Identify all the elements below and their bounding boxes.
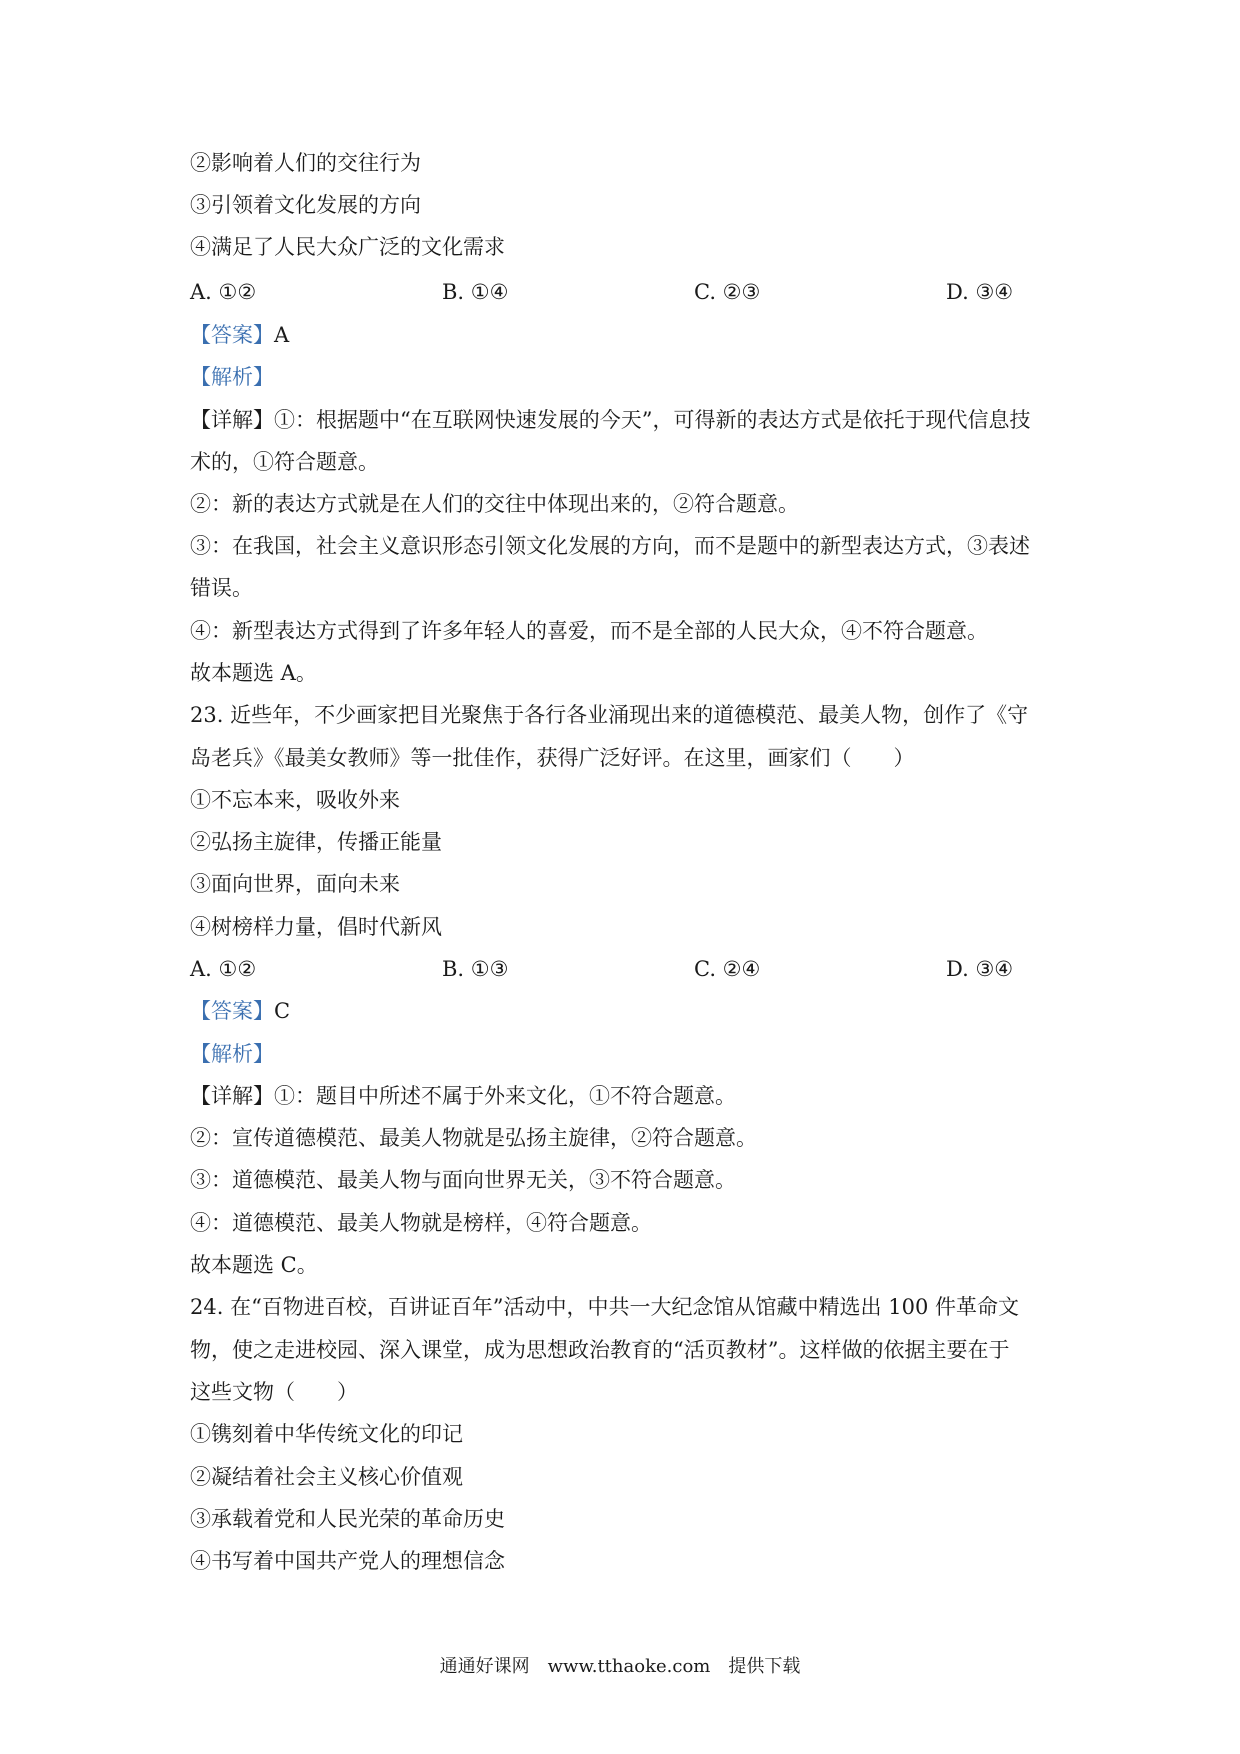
q22-detail-line-3: ②：新的表达方式就是在人们的交往中体现出来的，②符合题意。 — [190, 492, 799, 516]
q24-stem-line-1: 24. 在“百物进百校，百讲证百年”活动中，中共一大纪念馆从馆藏中精选出 100 件革命文 — [190, 1295, 1019, 1319]
q24-item-1: ①镌刻着中华传统文化的印记 — [190, 1422, 463, 1446]
analysis-tag: 【解析】 — [190, 365, 274, 389]
q23-item-4: ④树榜样力量，倡时代新风 — [190, 915, 442, 939]
detail-tag: 【详解】 — [190, 408, 274, 432]
q22-option-d: D. ③④ — [946, 280, 1014, 304]
q22-option-b: B. ①④ — [442, 280, 509, 304]
q23-item-1: ①不忘本来，吸收外来 — [190, 788, 400, 812]
q22-conclusion: 故本题选 A。 — [190, 661, 317, 685]
q24-item-4: ④书写着中国共产党人的理想信念 — [190, 1549, 505, 1573]
detail-text: ①：题目中所述不属于外来文化，①不符合题意。 — [274, 1084, 736, 1108]
q22-item-3: ③引领着文化发展的方向 — [190, 193, 421, 217]
q23-answer — [190, 996, 1070, 1026]
q23-detail-line-4: ④：道德模范、最美人物就是榜样，④符合题意。 — [190, 1211, 652, 1235]
q23-stem-line-1: 23. 近些年，不少画家把目光聚焦于各行各业涌现出来的道德模范、最美人物，创作了《守 — [190, 703, 1029, 727]
answer-tag: 【答案】 — [190, 999, 274, 1023]
q23-conclusion: 故本题选 C。 — [190, 1253, 318, 1277]
page-footer: 通通好课网 www.tthaoke.com 提供下载 — [439, 1656, 801, 1677]
q22-option-c: C. ②③ — [694, 280, 761, 304]
answer-value: A — [274, 323, 290, 347]
q23-stem-line-2: 岛老兵》《最美女教师》等一批佳作，获得广泛好评。在这里，画家们（ ） — [190, 746, 915, 770]
q22-detail-line-6: ④：新型表达方式得到了许多年轻人的喜爱，而不是全部的人民大众，④不符合题意。 — [190, 619, 988, 643]
analysis-tag: 【解析】 — [190, 1042, 274, 1066]
q24-item-2: ②凝结着社会主义核心价值观 — [190, 1465, 463, 1489]
q22-detail-line-4: ③：在我国，社会主义意识形态引领文化发展的方向，而不是题中的新型表达方式，③表述 — [190, 534, 1030, 558]
q23-item-2: ②弘扬主旋律，传播正能量 — [190, 830, 442, 854]
q23-detail-line-2: ②：宣传道德模范、最美人物就是弘扬主旋律，②符合题意。 — [190, 1126, 757, 1150]
detail-tag: 【详解】 — [190, 1084, 274, 1108]
q22-option-a: A. ①② — [190, 280, 257, 304]
q22-item-2: ②影响着人们的交往行为 — [190, 151, 421, 175]
answer-value: C — [274, 999, 291, 1023]
q22-detail-line-2: 术的，①符合题意。 — [190, 450, 379, 474]
q23-item-3: ③面向世界，面向未来 — [190, 872, 400, 896]
q23-option-b: B. ①③ — [442, 957, 509, 981]
q22-detail-line-5: 错误。 — [190, 576, 253, 600]
detail-text: ①：根据题中“在互联网快速发展的今天”，可得新的表达方式是依托于现代信息技 — [274, 408, 1031, 432]
q23-detail-line-1 — [190, 1081, 1070, 1111]
q22-answer — [190, 320, 1070, 350]
q23-option-c: C. ②④ — [694, 957, 761, 981]
q23-option-a: A. ①② — [190, 957, 257, 981]
answer-tag: 【答案】 — [190, 323, 274, 347]
q24-stem-line-2: 物，使之走进校园、深入课堂，成为思想政治教育的“活页教材”。这样做的依据主要在于 — [190, 1338, 1010, 1362]
q23-detail-line-3: ③：道德模范、最美人物与面向世界无关，③不符合题意。 — [190, 1168, 736, 1192]
q22-detail-line-1 — [190, 405, 1070, 435]
q23-analysis-heading — [190, 1039, 1070, 1069]
q24-item-3: ③承载着党和人民光荣的革命历史 — [190, 1507, 505, 1531]
q23-option-d: D. ③④ — [946, 957, 1014, 981]
q22-item-4: ④满足了人民大众广泛的文化需求 — [190, 235, 505, 259]
q22-analysis-heading — [190, 362, 1070, 392]
q24-stem-line-3: 这些文物（ ） — [190, 1380, 358, 1404]
